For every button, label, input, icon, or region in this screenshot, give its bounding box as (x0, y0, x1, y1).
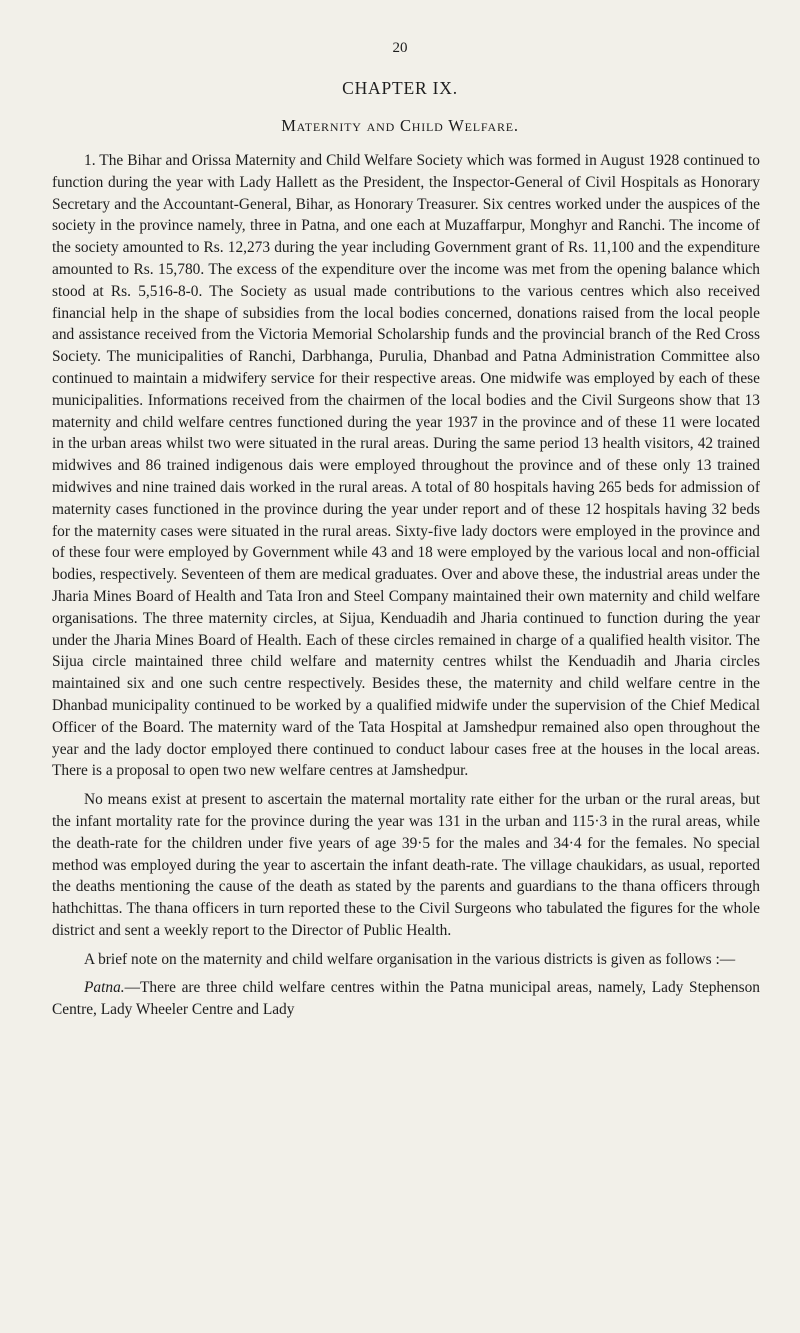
body-text (52, 150, 760, 1021)
paragraph-mortality: No means exist at present to ascertain the maternal mortality rate either for the urban or the rural areas, but the infant mortality rate for the province during the year was 131 in the urban and 115·3 in the rural areas, while the death-rate for the children under five years of age 39·5 for the males and 34·4 for the females. No special method was employed during the year to ascertain the infant death-rate. The village chaukidars, as usual, reported the deaths mentioning the cause of the death as stated by the parents and guardians to the thana officers through hathchittas. The thana officers in turn reported these to the Civil Surgeons who tabulated the figures for the whole district and sent a weekly report to the Director of Public Health. (52, 791, 760, 939)
section-title: Maternity and Child Welfare. (281, 116, 519, 135)
paragraph-society: 1. The Bihar and Orissa Maternity and Child Welfare Society which was formed in August 1928 continued to function during the year with Lady Hallett as the President, the Inspector-General of Civil Hospitals as Honorary Secretary and the Accountant-General, Bihar, as Honorary Treasurer. Six centres worked under the auspices of the society in the province namely, three in Patna, and one each at Muzaffarpur, Monghyr and Ranchi. The income of the society amounted to Rs. 12,273 during the year including Government grant of Rs. 11,100 and the expenditure amounted to Rs. 15,780. The excess of the expenditure over the income was met from the opening balance which stood at Rs. 5,516-8-0. The Society as usual made contributions to the various centres which also received financial help in the shape of subsidies from the local bodies concerned, donations raised from the local people and assistance received from the Victoria Memorial Scholarship funds and the provincial branch of the Red Cross Society. The municipalities of Ranchi, Darbhanga, Purulia, Dhanbad and Patna Administration Committee also continued to maintain a midwifery service for their respective areas. One midwife was employed by each of these municipalities. Informations received from the chairmen of the local bodies and the Civil Surgeons show that 13 maternity and child welfare centres functioned during the year 1937 in the province and of these 11 were located in the urban areas whilst two were situated in the rural areas. During the same period 13 health visitors, 42 trained midwives and 86 trained indigenous dais were employed throughout the province and of these only 13 trained midwives and nine trained dais worked in the rural areas. A total of 80 hospitals having 265 beds for admission of maternity cases functioned in the province during the year under report and of these 12 hospitals having 32 beds for the maternity cases were situated in the rural areas. Sixty-five lady doctors were employed in the province and of these four were employed by Government while 43 and 18 were employed by the various local and non-official bodies, respectively. Seventeen of them are medical graduates. Over and above these, the industrial areas under the Jharia Mines Board of Health and Tata Iron and Steel Company maintained their own maternity and child welfare organisations. The three maternity circles, at Sijua, Kenduadih and Jharia continued to function during the year under the Jharia Mines Board of Health. Each of these circles remained in charge of a qualified health visitor. The Sijua circle maintained three child welfare and maternity centres whilst the Kenduadih and Jharia circles maintained six and one such centre respectively. Besides these, the maternity and child welfare centre in the Dhanbad municipality continued to be worked by a qualified midwife under the supervision of the Chief Medical Officer of the Board. The maternity ward of the Tata Hospital at Jamshedpur remained also open throughout the year and the lady doctor employed there continued to conduct labour cases free at the houses in the local areas. There is a proposal to open two new welfare centres at Jamshedpur. (52, 152, 760, 780)
district-name-patna: Patna. (84, 979, 125, 997)
paragraph-district-note: A brief note on the maternity and child welfare organisation in the various districts is given as follows :— (84, 950, 736, 968)
page-number: 20 (392, 40, 408, 56)
paragraph-patna-text: —There are three child welfare centres within the Patna municipal areas, namely, Lady Stephenson Centre, Lady Wheeler Centre and Lady (52, 979, 760, 1019)
paragraph-patna (52, 977, 760, 1021)
chapter-heading: CHAPTER IX. (342, 78, 458, 98)
